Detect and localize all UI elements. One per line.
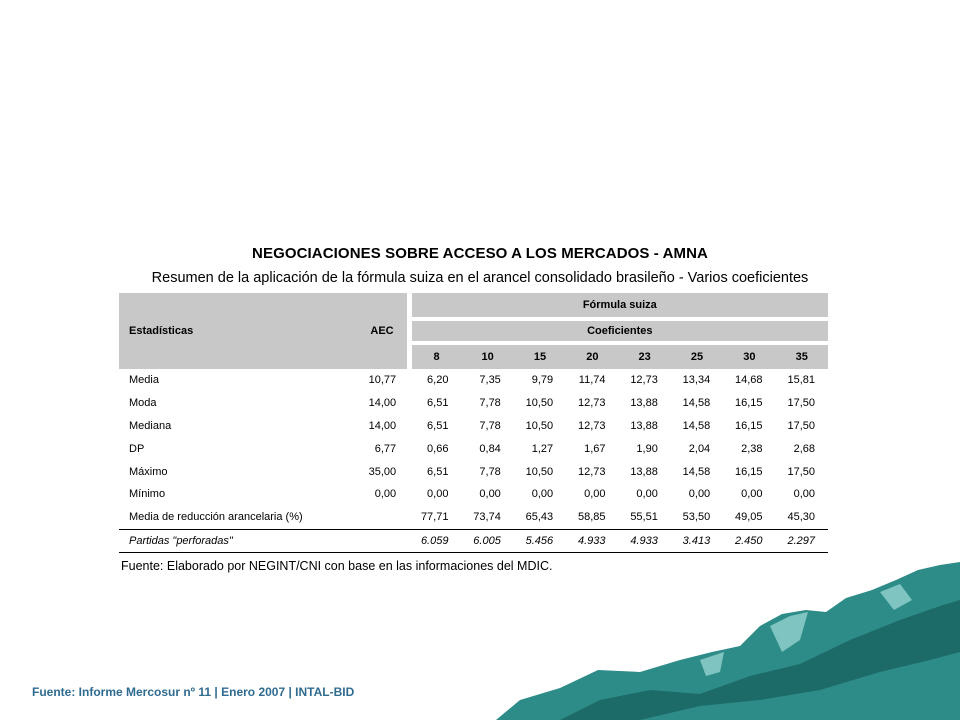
coefficient-value: 73,74: [473, 511, 501, 524]
coefficient-value: 10,50: [525, 397, 554, 410]
coefficient-value: 9,79: [531, 374, 554, 387]
aec-value: 14,00: [368, 419, 397, 432]
coefficient-header: 25: [671, 343, 723, 369]
header-coeficientes: Coeficientes: [409, 319, 828, 343]
coefficient-value: 1,27: [531, 442, 554, 455]
coefficient-value: 3.413: [671, 529, 723, 553]
coefficient-value: 77,71: [420, 511, 449, 524]
coefficient-value: 0,84: [479, 442, 501, 455]
coefficient-value: 6,51: [427, 419, 449, 432]
coefficient-value: 7,35: [479, 374, 501, 387]
row-label: Moda: [129, 397, 157, 410]
coefficient-value: 13,88: [630, 465, 658, 478]
coefficient-header: 35: [776, 343, 828, 369]
coefficient-value: 17,50: [787, 465, 815, 478]
coefficient-value: 0,00: [531, 488, 554, 501]
coefficient-value: 0,00: [479, 488, 501, 501]
coefficient-header: 15: [514, 343, 566, 369]
coefficient-value: 49,05: [735, 511, 763, 524]
coefficient-value: 0,00: [688, 488, 711, 501]
coefficient-value: 1,90: [636, 442, 658, 455]
coefficient-value: 0,00: [636, 488, 658, 501]
row-label: Mediana: [129, 419, 172, 432]
coefficient-value: 12,73: [577, 419, 606, 432]
coefficient-value: 53,50: [682, 511, 711, 524]
coefficient-value: 15,81: [787, 374, 815, 387]
row-label: DP: [129, 442, 145, 455]
coefficient-value: 10,50: [525, 419, 554, 432]
coefficient-value: 7,78: [479, 397, 501, 410]
coefficient-value: 58,85: [577, 511, 606, 524]
coefficient-value: 2,38: [741, 442, 763, 455]
page-title: NEGOCIACIONES SOBRE ACCESO A LOS MERCADOS - AMNA: [252, 245, 708, 262]
coefficient-value: 2.450: [723, 529, 775, 553]
coefficient-value: 17,50: [787, 419, 815, 432]
coefficient-value: 0,00: [741, 488, 763, 501]
footer-source: Fuente: Informe Mercosur nº 11 | Enero 2007 | INTAL-BID: [32, 685, 355, 699]
coefficient-value: 6,20: [427, 374, 449, 387]
coefficient-value: 6,51: [427, 465, 449, 478]
coefficient-value: 11,74: [578, 374, 606, 387]
header-aec: AEC: [340, 293, 410, 369]
coefficient-value: 2.297: [776, 529, 828, 553]
coefficient-value: 55,51: [630, 511, 658, 524]
coefficient-value: 12,73: [577, 465, 606, 478]
coefficient-value: 1,67: [584, 442, 606, 455]
row-label: Media: [129, 374, 159, 387]
coefficient-value: 12,73: [577, 397, 606, 410]
coefficient-value: 0,00: [584, 488, 606, 501]
coefficient-value: 14,58: [682, 419, 711, 432]
header-estadisticas: Estadísticas: [119, 293, 340, 369]
coefficient-value: 0,00: [427, 488, 449, 501]
page-subtitle: Resumen de la aplicación de la fórmula suiza en el arancel consolidado brasileño - Varios coeficientes: [151, 270, 809, 286]
coefficient-value: 6,51: [427, 397, 449, 410]
coefficient-value: 5.456: [514, 529, 566, 553]
coefficient-value: 17,50: [787, 397, 815, 410]
aec-value: 6,77: [374, 442, 397, 455]
aec-value: 0,00: [374, 488, 397, 501]
coefficient-value: 6.059: [409, 529, 461, 553]
coefficient-value: 13,88: [630, 419, 658, 432]
coefficient-value: 6.005: [461, 529, 513, 553]
coefficient-value: 65,43: [525, 511, 554, 524]
coefficient-value: 2,68: [793, 442, 815, 455]
coefficient-value: 14,58: [682, 397, 711, 410]
coefficient-value: 7,78: [479, 419, 501, 432]
coefficient-value: 14,68: [735, 374, 763, 387]
row-label: Partidas "perforadas": [119, 529, 340, 553]
coefficient-value: 45,30: [787, 511, 815, 524]
header-formula-suiza: Fórmula suiza: [409, 293, 828, 319]
coefficient-value: 16,15: [735, 397, 763, 410]
row-label: Máximo: [129, 465, 168, 478]
coefficient-value: 10,50: [525, 465, 554, 478]
coefficient-value: 14,58: [682, 465, 711, 478]
coefficient-value: 4.933: [566, 529, 618, 553]
row-label: Media de reducción arancelaria (%): [129, 511, 303, 524]
coefficient-value: 2,04: [688, 442, 711, 455]
coefficient-value: 13,88: [630, 397, 658, 410]
coefficient-value: 0,66: [427, 442, 449, 455]
coefficient-header: 20: [566, 343, 618, 369]
table-source-note: Fuente: Elaborado por NEGINT/CNI con base en las informaciones del MDIC.: [121, 559, 553, 573]
coefficient-value: 4.933: [619, 529, 671, 553]
coefficient-header: 8: [409, 343, 461, 369]
coefficient-header: 30: [723, 343, 775, 369]
coefficient-value: 7,78: [479, 465, 501, 478]
coefficient-value: 0,00: [793, 488, 815, 501]
row-label: Mínimo: [129, 488, 166, 501]
coefficient-value: 16,15: [735, 419, 763, 432]
coefficient-value: 12,73: [630, 374, 658, 387]
aec-value: 14,00: [368, 397, 397, 410]
aec-value: 10,77: [368, 374, 397, 387]
coefficient-header: 10: [461, 343, 513, 369]
aec-value: 35,00: [368, 465, 397, 478]
coefficient-value: 16,15: [735, 465, 763, 478]
coefficient-header: 23: [619, 343, 671, 369]
coefficient-value: 13,34: [682, 374, 711, 387]
